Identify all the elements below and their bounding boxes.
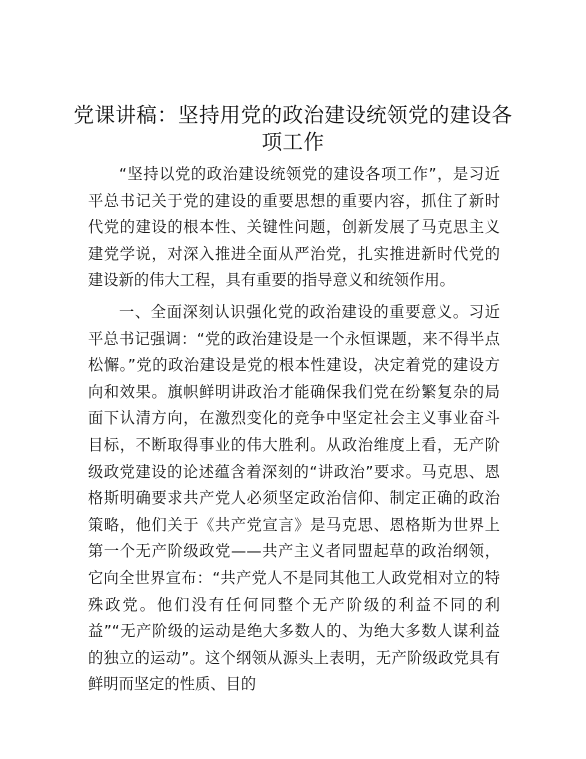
paragraph-intro: “坚持以党的政治建设统领党的建设各项工作”，是习近平总书记关于党的建设的重要思想的重要内容，抓住了新时代党的建设的根本性、关键性问题，创新发展了马克思主义建党学说，对深入推进全面从严治党，扎实推进新时代党的建设新的伟大工程，具有重要的指导意义和统领作用。	[88, 165, 500, 290]
paragraph-section-one: 一、全面深刻认识强化党的政治建设的重要意义。习近平总书记强调：“党的政治建设是一个永恒课题，来不得半点松懈。”党的政治建设是党的根本性建设，决定着党的建设方向和效果。旗帜鲜明讲政治才能确保我们党在纷繁复杂的局面下认清方向，在激烈变化的竞争中坚定社会主义事业奋斗目标，不断取得事业的伟大胜利。从政治维度上看，无产阶级政党建设的论述蕴含着深刻的“讲政治”要求。马克思、恩格斯明确要求共产党人必须坚定政治信仰、制定正确的政治策略，他们关于《共产党宣言》是马克思、恩格斯为世界上第一个无产阶级政党——共产主义者同盟起草的政治纲领，它向全世界宣布：“共产党人不是同其他工人政党相对立的特殊政党。他们没有任何同整个无产阶级的利益不同的利益”“无产阶级的运动是绝大多数人的、为绝大多数人谋利益的独立的运动”。这个纲领从源头上表明，无产阶级政党具有鲜明而坚定的性质、目的	[88, 303, 500, 694]
document-title: 党课讲稿：坚持用党的政治建设统领党的建设各项工作	[73, 103, 513, 154]
